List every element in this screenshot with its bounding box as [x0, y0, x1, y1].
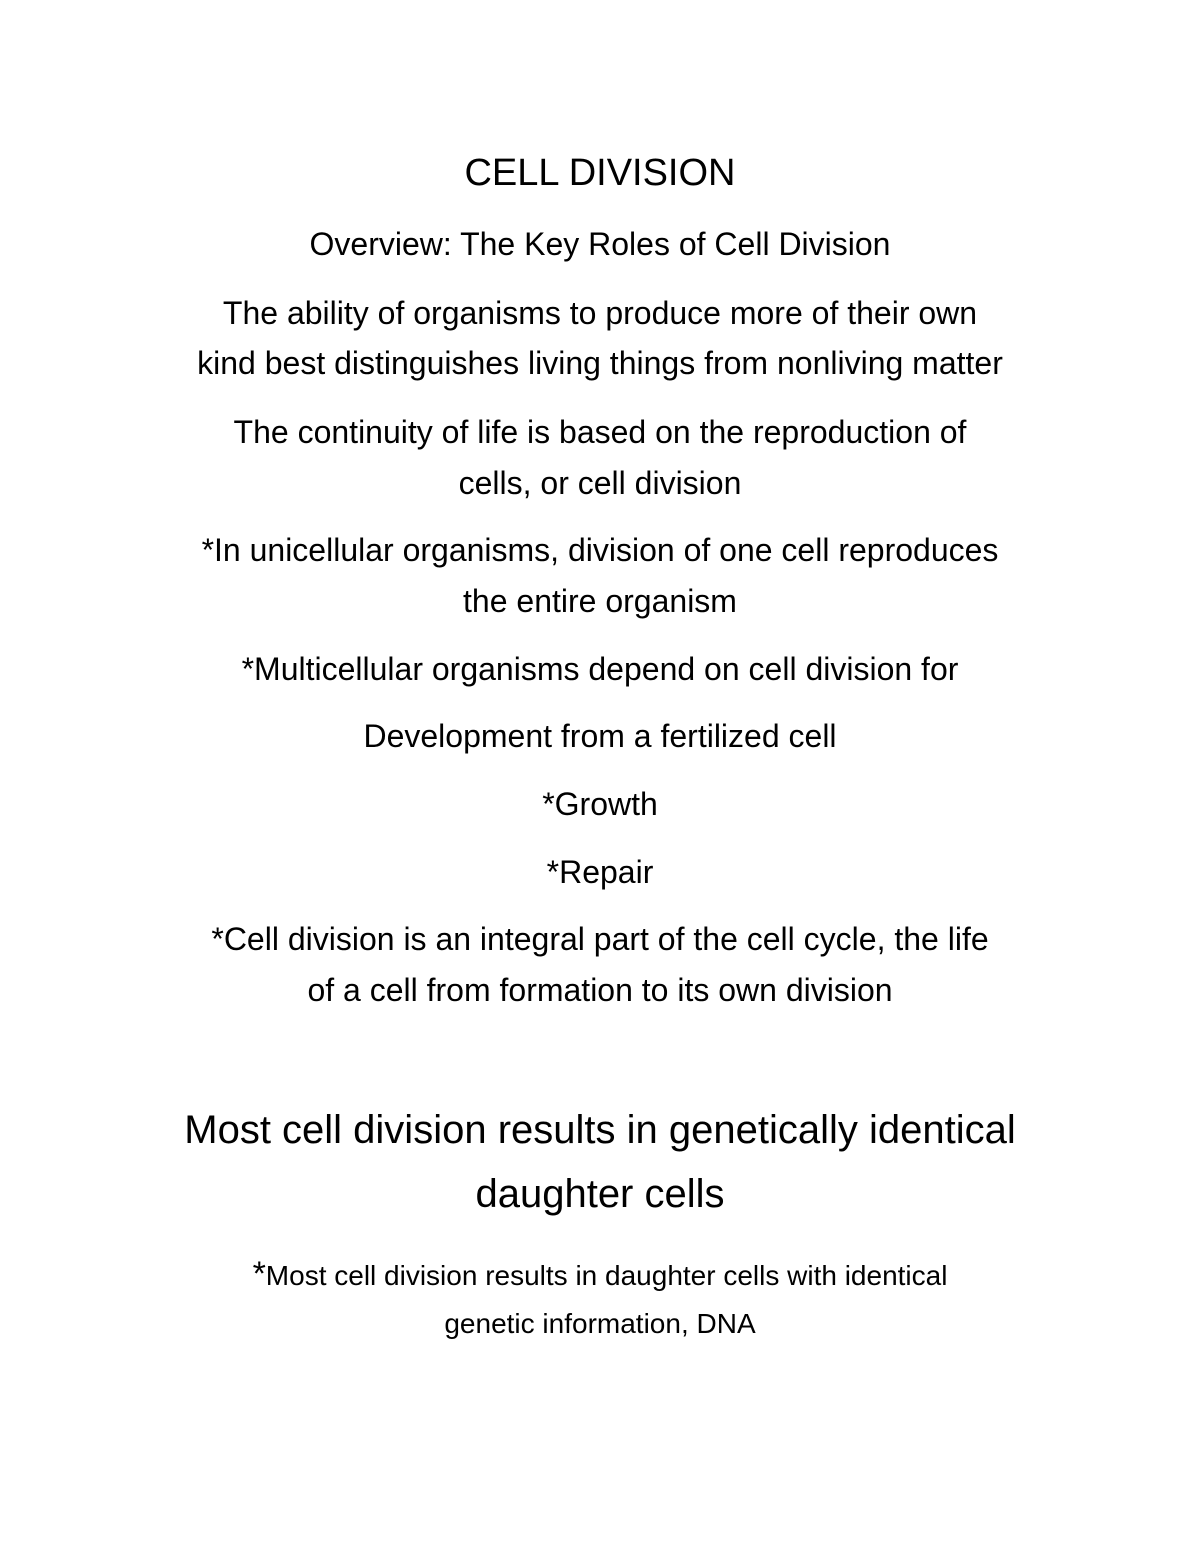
paragraph-line: the entire organism: [463, 583, 737, 619]
asterisk: *: [252, 1255, 266, 1293]
paragraph-line: *Multicellular organisms depend on cell division for: [241, 651, 959, 687]
final-paragraph-line: [0, 1256, 1200, 1294]
final-text: Most cell division results in daughter cells with identical: [265, 1260, 948, 1291]
section-heading: daughter cells: [475, 1172, 725, 1216]
bullet-repair: *Repair: [546, 854, 654, 890]
paragraph-line: of a cell from formation to its own division: [307, 972, 893, 1008]
paragraph-line: *In unicellular organisms, division of one cell reproduces: [201, 532, 999, 568]
paragraph-line: The ability of organisms to produce more of their own: [222, 295, 978, 331]
paragraph-line: cells, or cell division: [458, 465, 742, 501]
section-heading: Most cell division results in genetically identical: [184, 1108, 1016, 1152]
page-title: CELL DIVISION: [464, 152, 736, 194]
paragraph-line: Development from a fertilized cell: [363, 718, 837, 754]
overview-heading: Overview: The Key Roles of Cell Division: [309, 226, 891, 262]
paragraph-line: *Cell division is an integral part of the cell cycle, the life: [211, 921, 989, 957]
final-paragraph-line: genetic information, DNA: [444, 1308, 756, 1339]
paragraph-line: The continuity of life is based on the reproduction of: [233, 414, 967, 450]
bullet-growth: *Growth: [542, 786, 658, 822]
paragraph-line: kind best distinguishes living things from nonliving matter: [197, 345, 1003, 381]
